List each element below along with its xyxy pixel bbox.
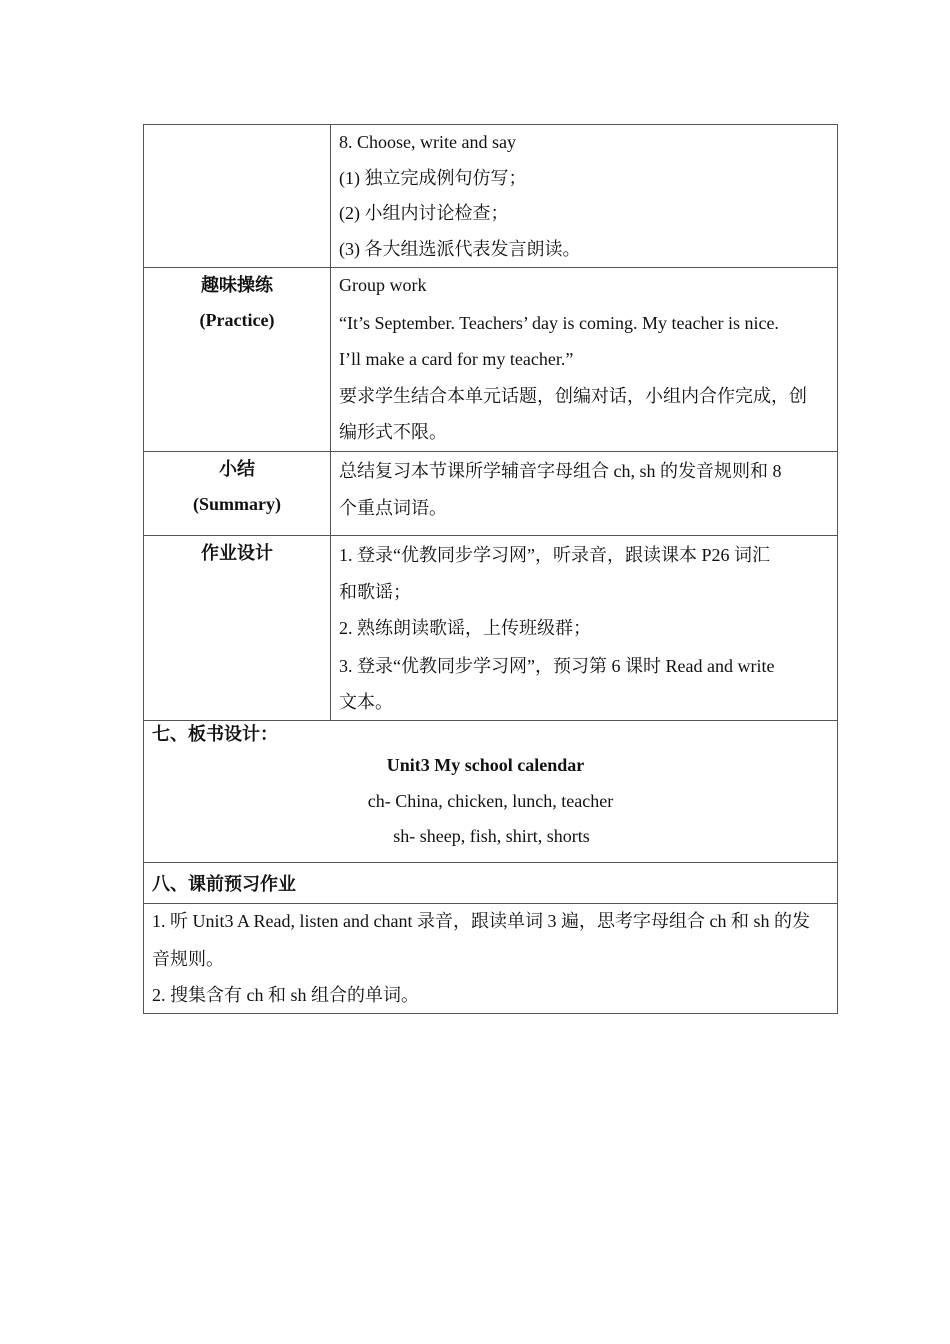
content-line: 2. 搜集含有 ch 和 sh 组合的单词。 — [152, 984, 419, 1005]
content-line: (2) 小组内讨论检查； — [339, 203, 509, 223]
summary-content — [331, 451, 838, 535]
content-line: (3) 各大组选派代表发言朗读。 — [339, 238, 581, 259]
summary-label-cell — [144, 451, 331, 535]
content-line: 8. Choose, write and say — [339, 132, 516, 152]
table-row-practice — [144, 268, 838, 452]
board-design-cell — [144, 721, 838, 863]
table-row-board-design — [144, 721, 838, 863]
preview-heading-cell — [144, 863, 838, 904]
board-line-ch: ch- China, chicken, lunch, teacher — [367, 790, 614, 811]
content-line: 3. 登录“优教同步学习网”，预习第 6 课时 Read and write — [339, 655, 775, 676]
content-line: 音规则。 — [152, 948, 224, 969]
preview-content — [144, 904, 838, 1014]
content-line: 1. 听 Unit3 A Read, listen and chant 录音，跟读单词 3 遍，思考字母组合 ch 和 sh 的发 — [152, 911, 810, 931]
practice-label-cell — [144, 268, 331, 452]
content-line: (1) 独立完成例句仿写； — [339, 167, 527, 188]
homework-content — [331, 535, 838, 721]
choose-write-say-content — [331, 125, 838, 268]
lesson-plan-table — [143, 124, 838, 1014]
summary-label-cn: 小结 — [219, 458, 255, 479]
content-line: 1. 登录“优教同步学习网”，听录音，跟读课本 P26 词汇 — [339, 544, 770, 565]
summary-label-en: (Summary) — [193, 493, 281, 514]
content-line: 个重点词语。 — [339, 498, 447, 518]
preview-heading: 八、课前预习作业 — [152, 874, 296, 894]
content-line: 总结复习本节课所学辅音字母组合 ch, sh 的发音规则和 8 — [339, 460, 782, 481]
empty-label-cell — [144, 125, 331, 268]
content-line: 文本。 — [339, 691, 393, 712]
homework-label: 作业设计 — [201, 542, 273, 563]
content-line: Group work — [339, 275, 427, 295]
practice-label-en: (Practice) — [199, 310, 275, 330]
content-line: I’ll make a card for my teacher.” — [339, 348, 574, 369]
table-row-summary — [144, 451, 838, 535]
content-line: “It’s September. Teachers’ day is coming. My teacher is nice. — [339, 312, 779, 333]
table-row-choose-write-say — [144, 125, 838, 268]
table-row-homework — [144, 535, 838, 721]
content-line: 编形式不限。 — [339, 422, 447, 442]
content-line: 和歌谣； — [339, 582, 411, 602]
content-line: 要求学生结合本单元话题，创编对话，小组内合作完成，创 — [339, 386, 807, 406]
board-title: Unit3 My school calendar — [386, 755, 585, 775]
board-design-heading: 七、板书设计： — [152, 724, 278, 744]
table-row-preview-heading — [144, 863, 838, 904]
homework-label-cell — [144, 535, 331, 721]
practice-label-cn: 趣味操练 — [201, 275, 273, 295]
practice-content — [331, 268, 838, 452]
board-line-sh: sh- sheep, fish, shirt, shorts — [393, 826, 590, 846]
table-row-preview — [144, 904, 838, 1014]
content-line: 2. 熟练朗读歌谣，上传班级群； — [339, 618, 591, 638]
